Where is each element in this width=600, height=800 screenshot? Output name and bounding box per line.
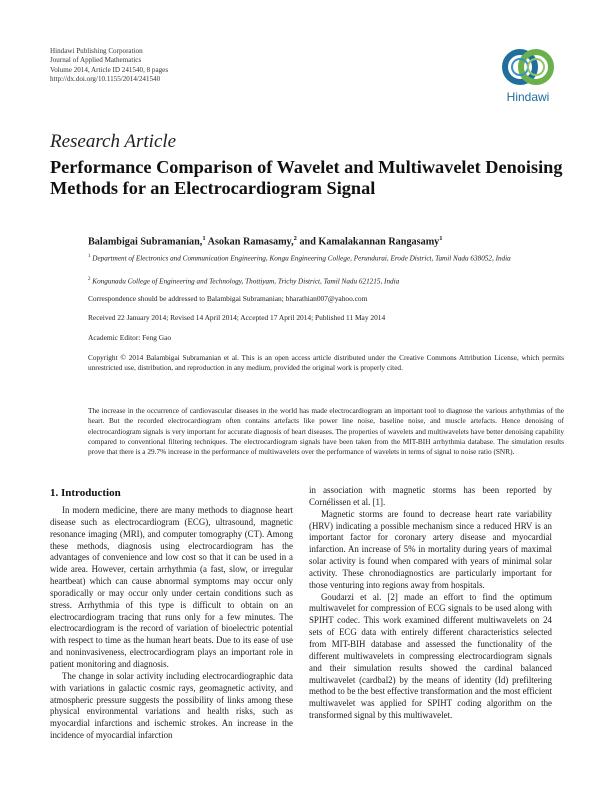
author-list xyxy=(88,235,443,247)
paragraph: The change in solar activity including electrocardiographic data with variations in galactic cosmic rays, geomagnetic activity, and atmospheric pressure suggests the possibility of links among these physical environmental variations and health risks, such as myocardial infarctions and ischemic strokes. An increase in the incidence of myocardial infarction xyxy=(50,670,293,741)
author-1-affiliation: 1 xyxy=(202,235,206,242)
affiliation-2-text: Kongunadu College of Engineering and Technology, Thottiyam, Trichy District, Tamil Nadu 621215, India xyxy=(92,277,400,286)
affiliation-1-number: 1 xyxy=(88,254,91,259)
page-title: Performance Comparison of Wavelet and Multiwavelet Denoising Methods for an Electrocardiogram Signal xyxy=(50,157,563,198)
paragraph: in association with magnetic storms has been reported by Cornélissen et al. [1]. xyxy=(309,485,552,507)
article-dates: Received 22 January 2014; Revised 14 April 2014; Accepted 17 April 2014; Published 11 May 2014 xyxy=(88,313,386,322)
logo-wordmark: Hindawi xyxy=(506,90,550,104)
affiliation-2-number: 2 xyxy=(88,277,91,282)
body-column-left xyxy=(50,505,293,742)
paragraph: In modern medicine, there are many methods to diagnose heart disease such as electrocardiogram (ECG), ultrasound, magnetic resonance imaging (MRI), and computer tomography (CT). Among these methods, diagnosis using electrocardiogram has the advantages of convenience and low cost so that it can be used in a wide area. However, certain arrhythmia (a fast, slow, or irregular heartbeat) which can cause abnormal symptoms may occur only sporadically or may occur only under certain conditions such as stress. Arrhythmia of this type is difficult to obtain on an electrocardiogram tracing that runs only for a few minutes. The electrocardiogram is the record of variation of bioelectric potential with respect to time as the human heart beats. Due to its ease of use and noninvasiveness, electrocardiogram plays an important role in patient monitoring and diagnosis. xyxy=(50,505,293,669)
section-heading: 1. Introduction xyxy=(50,487,121,499)
affiliation-1 xyxy=(88,252,558,264)
copyright-notice: Copyright © 2014 Balambigai Subramanian et al. This is an open access article distributed under the Creative Commons Attribution License, which permits unrestricted use, distribution, and reproduction in any medium, provided the original work is properly cited. xyxy=(88,353,564,373)
journal-name: Journal of Applied Mathematics xyxy=(50,56,142,65)
author-3-affiliation: 1 xyxy=(439,235,443,242)
author-2-affiliation: 2 xyxy=(293,235,297,242)
volume-info: Volume 2014, Article ID 241540, 8 pages xyxy=(50,65,169,74)
journal-info xyxy=(50,47,168,84)
author-1: Balambigai Subramanian, xyxy=(88,236,203,248)
hindawi-logo-icon xyxy=(498,45,558,91)
author-3: and Kamalakannan Rangasamy xyxy=(296,236,440,248)
academic-editor: Academic Editor: Feng Gao xyxy=(88,333,172,342)
paragraph: Goudarzi et al. [2] made an effort to find the optimum multiwavelet for compression of ECG signals to be used along with SPIHT codec. This work examined different multiwavelets on 24 sets of ECG data with entirely different characteristics selected from MIT-BIH database and assessed the functionality of the different multiwavelets in compressing electrocardiogram signals and their simulation results showed the cardinal balanced multiwavelet (cardbal2) by the means of identity (Id) prefiltering method to be the best effective transformation and the most efficient multiwavelet was applied for SPIHT coding algorithm on the transformed signal by this multiwavelet. xyxy=(309,591,552,721)
affiliation-1-text: Department of Electronics and Communication Engineering, Kongu Engineering College, Perundurai, Erode District, Tamil Nadu 638052, India xyxy=(92,254,511,263)
hindawi-logo[interactable] xyxy=(498,45,558,107)
abstract: The increase in the occurrence of cardiovascular diseases in the world has made electrocardiogram an important tool to diagnose the various arrhythmias of the heart. But the recorded electrocardiogram often contains artefacts like power line noise, baseline noise, and muscle artefacts. Hence denoising of electrocardiogram signals is very important for accurate diagnosis of heart diseases. The properties of wavelets and multiwavelets have better denoising capability compared to conventional filtering techniques. The electrocardiogram signals have been taken from the MIT-BIH arrhythmia database. The simulation results prove that there is a 29.7% increase in the performance of multiwavelets over the performance of wavelets in terms of signal to noise ratio (SNR). xyxy=(88,406,564,457)
publisher-name: Hindawi Publishing Corporation xyxy=(50,47,143,55)
paragraph: Magnetic storms are found to decrease heart rate variability (HRV) indicating a possible mechanism since a reduced HRV is an important factor for coronary artery disease and myocardial infarction. An increase of 5% in mortality during years of maximal solar activity is found when compared with years of minimal solar activity. These chronodiagnostics are particularly important for those venturing into regions away from hospitals. xyxy=(309,508,552,590)
affiliation-2 xyxy=(88,275,558,287)
body-column-right xyxy=(309,485,552,722)
author-2: Asokan Ramasamy, xyxy=(205,236,294,248)
correspondence: Correspondence should be addressed to Balambigai Subramanian; bharathian007@yahoo.com xyxy=(88,294,368,303)
article-type: Research Article xyxy=(50,131,177,152)
doi-link[interactable]: http://dx.doi.org/10.1155/2014/241540 xyxy=(50,74,161,83)
